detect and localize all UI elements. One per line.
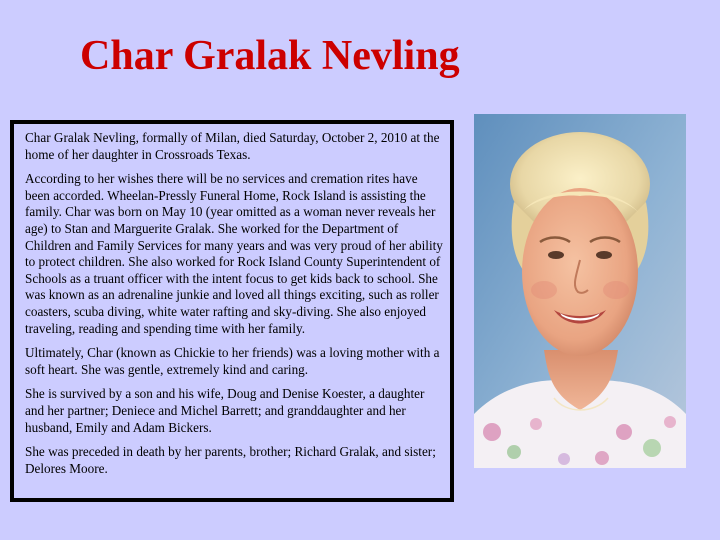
obituary-paragraph-character: Ultimately, Char (known as Chickie to her friends) was a loving mother with a soft heart. She was gentle, extremely kind and caring. — [25, 345, 440, 377]
obituary-paragraph-preceded-by: She was preceded in death by her parents, brother; Richard Gralak, and sister; Delores Moore. — [25, 444, 436, 476]
obituary-paragraph-survived-by: She is survived by a son and his wife, Doug and Denise Koester, a daughter and her partner; Deniece and Michel Barrett; and granddaughter and her husband, Emily and Adam Bickers. — [25, 386, 425, 435]
obituary-paragraph-death-notice: Char Gralak Nevling, formally of Milan, died Saturday, October 2, 2010 at the home of her daughter in Crossroads Texas. — [25, 130, 440, 162]
right-eye — [596, 251, 612, 259]
obituary-text-box — [10, 120, 454, 502]
obituary-text — [25, 130, 445, 485]
left-eye — [548, 251, 564, 259]
right-cheek — [603, 281, 629, 299]
face-shape — [522, 188, 638, 356]
obituary-paragraph-biography: According to her wishes there will be no services and cremation rites have been accorded. Wheelan-Pressly Funeral Home, Rock Island is assisting the family. Char was born on May 10 (year omitted as a woman never reveals her age) to Stan and Marguerite Gralak. She worked for the Department of Children and Family Services for many years and was very proud of her ability to protect children. She also worked for Rock Island County Superintendent of Schools as a truant officer with the intent focus to get kids back to school. She was known as an adrenaline junkie and loved all things exciting, such as roller coasters, scuba diving, white water rafting and sky-diving. She also enjoyed traveling, reading and spending time with her family. — [25, 171, 443, 336]
left-cheek — [531, 281, 557, 299]
portrait-photo — [474, 114, 686, 468]
page-title: Char Gralak Nevling — [80, 33, 460, 79]
